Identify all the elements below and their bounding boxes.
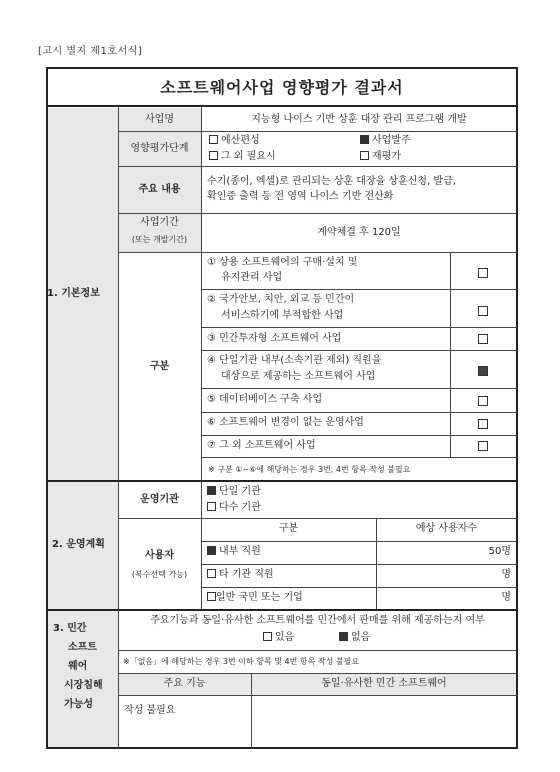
stage-option-reeval[interactable]: 재평가 <box>360 150 401 164</box>
category-1-line2: 유지관리 사업 <box>221 272 283 283</box>
category-7-checkbox[interactable] <box>478 441 488 451</box>
row-line <box>118 650 517 651</box>
category-2-line2: 서비스하기에 부적합한 사업 <box>221 310 344 321</box>
checkbox-icon <box>360 151 369 160</box>
section2-label: 2. 운영계획 <box>52 539 105 550</box>
row-line <box>118 695 517 696</box>
row-line <box>201 587 517 588</box>
content-line2: 확인증 출력 등 전 영역 나이스 기반 전산화 <box>207 191 394 202</box>
checkbox-icon <box>207 502 216 511</box>
checkbox-checked-icon <box>360 135 369 144</box>
checkbox-checked-icon <box>207 546 216 555</box>
row-line <box>201 289 517 290</box>
project-name-label: 사업명 <box>145 114 174 125</box>
org-option-multiple[interactable]: 다수 기관 <box>207 501 261 515</box>
period-label: 사업기간 <box>140 217 179 228</box>
user-public-count: 명 <box>501 592 511 603</box>
checkbox-icon <box>263 632 272 641</box>
project-name-value: 지능형 나이스 기반 상훈 대장 관리 프로그램 개발 <box>251 114 467 125</box>
user-public[interactable]: 일반 국민 또는 기업 <box>207 591 303 605</box>
row-line <box>201 388 517 389</box>
category-5-line1: ⑤ 데이터베이스 구축 사업 <box>207 394 323 405</box>
category-note: ※ 구분 ①~⑥에 해당하는 경우 3번, 4번 항목 작성 불필요 <box>208 465 411 474</box>
category-4-checkbox[interactable] <box>478 366 488 376</box>
content-line1: 수기(종이, 엑셀)로 관리되는 상훈 대장을 상훈신청, 발급, <box>207 176 456 187</box>
checkbox-icon <box>207 569 216 578</box>
row-line <box>201 564 517 565</box>
checkbox-checked-icon <box>339 632 348 641</box>
category-4-line2: 대상으로 제공하는 소프트웨어 사업 <box>221 371 376 382</box>
row-line <box>201 412 517 413</box>
stage-option-budget[interactable]: 예산편성 <box>209 134 260 148</box>
org-label: 운영기관 <box>140 494 179 505</box>
category-3-line1: ③ 민간투자형 소프트웨어 사업 <box>207 333 342 344</box>
row-line <box>201 327 517 328</box>
user-other-org[interactable]: 타 기관 직원 <box>207 568 274 582</box>
category-3-checkbox[interactable] <box>478 334 488 344</box>
section3-note: ※「없음」에 해당하는 경우 3번 이하 항목 및 4번 항목 작성 불필요 <box>123 657 360 666</box>
section3-col-function: 주요 기능 <box>163 678 206 689</box>
section3-col-similar: 동일·유사한 민간 소프트웨어 <box>321 678 447 689</box>
category-2-line1: ② 국가안보, 치안, 외교 등 민간이 <box>207 294 355 305</box>
label-column-divider <box>118 107 119 749</box>
period-value: 계약체결 후 120일 <box>317 227 401 238</box>
checkbox-icon <box>209 151 218 160</box>
row-line <box>118 252 517 253</box>
section-divider <box>47 609 518 611</box>
user-sub-label: (복수선택 가능) <box>131 570 188 579</box>
category-label: 구분 <box>149 361 170 372</box>
user-internal[interactable]: 내부 직원 <box>207 545 261 559</box>
section3-label-line3: 웨어 <box>68 661 88 672</box>
content-label: 주요 내용 <box>138 184 181 195</box>
user-label: 사용자 <box>145 550 174 561</box>
category-2-checkbox[interactable] <box>478 306 488 316</box>
row-line <box>201 541 517 542</box>
section3-label-line2: 소프트 <box>68 642 97 653</box>
row-line <box>201 457 517 458</box>
category-7-line1: ⑦ 그 외 소프트웨어 사업 <box>207 440 316 451</box>
form-title: 소프트웨어사업 영향평가 결과서 <box>46 67 518 107</box>
section3-question: 주요기능과 동일·유사한 소프트웨어를 민간에서 판매를 위해 제공하는지 여부 <box>150 615 485 626</box>
org-option-single[interactable]: 단일 기관 <box>207 485 261 499</box>
category-6-line1: ⑥ 소프트웨어 변경이 없는 운영사업 <box>207 417 364 428</box>
checkbox-icon <box>207 592 216 601</box>
form-caption: [고시 별지 제1호서식] <box>38 46 143 57</box>
user-other-org-count: 명 <box>501 569 511 580</box>
section1-label: 1. 기본정보 <box>47 288 100 299</box>
stage-label: 영향평가단계 <box>130 143 189 154</box>
stage-option-other[interactable]: 그 외 필요시 <box>209 150 276 164</box>
section3-function-value: 작성 불필요 <box>124 705 176 716</box>
section3-answer-no[interactable]: 없음 <box>339 631 370 645</box>
category-4-line1: ④ 단일기관 내부(소속기관 제외) 직원을 <box>207 355 382 366</box>
user-col-count: 예상 사용자수 <box>415 523 478 534</box>
category-5-checkbox[interactable] <box>478 396 488 406</box>
row-line <box>201 350 517 351</box>
row-line <box>118 673 517 674</box>
section3-answer-yes[interactable]: 있음 <box>263 631 294 645</box>
row-line <box>118 131 517 132</box>
section-divider <box>47 480 518 482</box>
section3-label-line4: 시장침해 <box>64 680 103 691</box>
category-1-checkbox[interactable] <box>478 268 488 278</box>
section3-label-line1: 3. 민간 <box>53 623 87 634</box>
row-line <box>118 166 517 167</box>
category-1-line1: ① 상용 소프트웨어의 구매·설치 및 <box>207 257 358 268</box>
category-6-checkbox[interactable] <box>478 419 488 429</box>
row-line <box>118 518 517 519</box>
checkbox-icon <box>209 135 218 144</box>
checkbox-checked-icon <box>207 486 216 495</box>
section3-label-line5: 가능성 <box>64 699 93 710</box>
category-check-divider <box>450 252 451 457</box>
user-internal-count: 50명 <box>488 546 511 557</box>
row-line <box>118 213 517 214</box>
user-col-type: 구분 <box>278 523 299 534</box>
period-sub-label: (또는 개발기간) <box>131 235 188 244</box>
stage-option-order[interactable]: 사업발주 <box>360 134 411 148</box>
form-frame <box>46 67 518 749</box>
row-line <box>201 435 517 436</box>
